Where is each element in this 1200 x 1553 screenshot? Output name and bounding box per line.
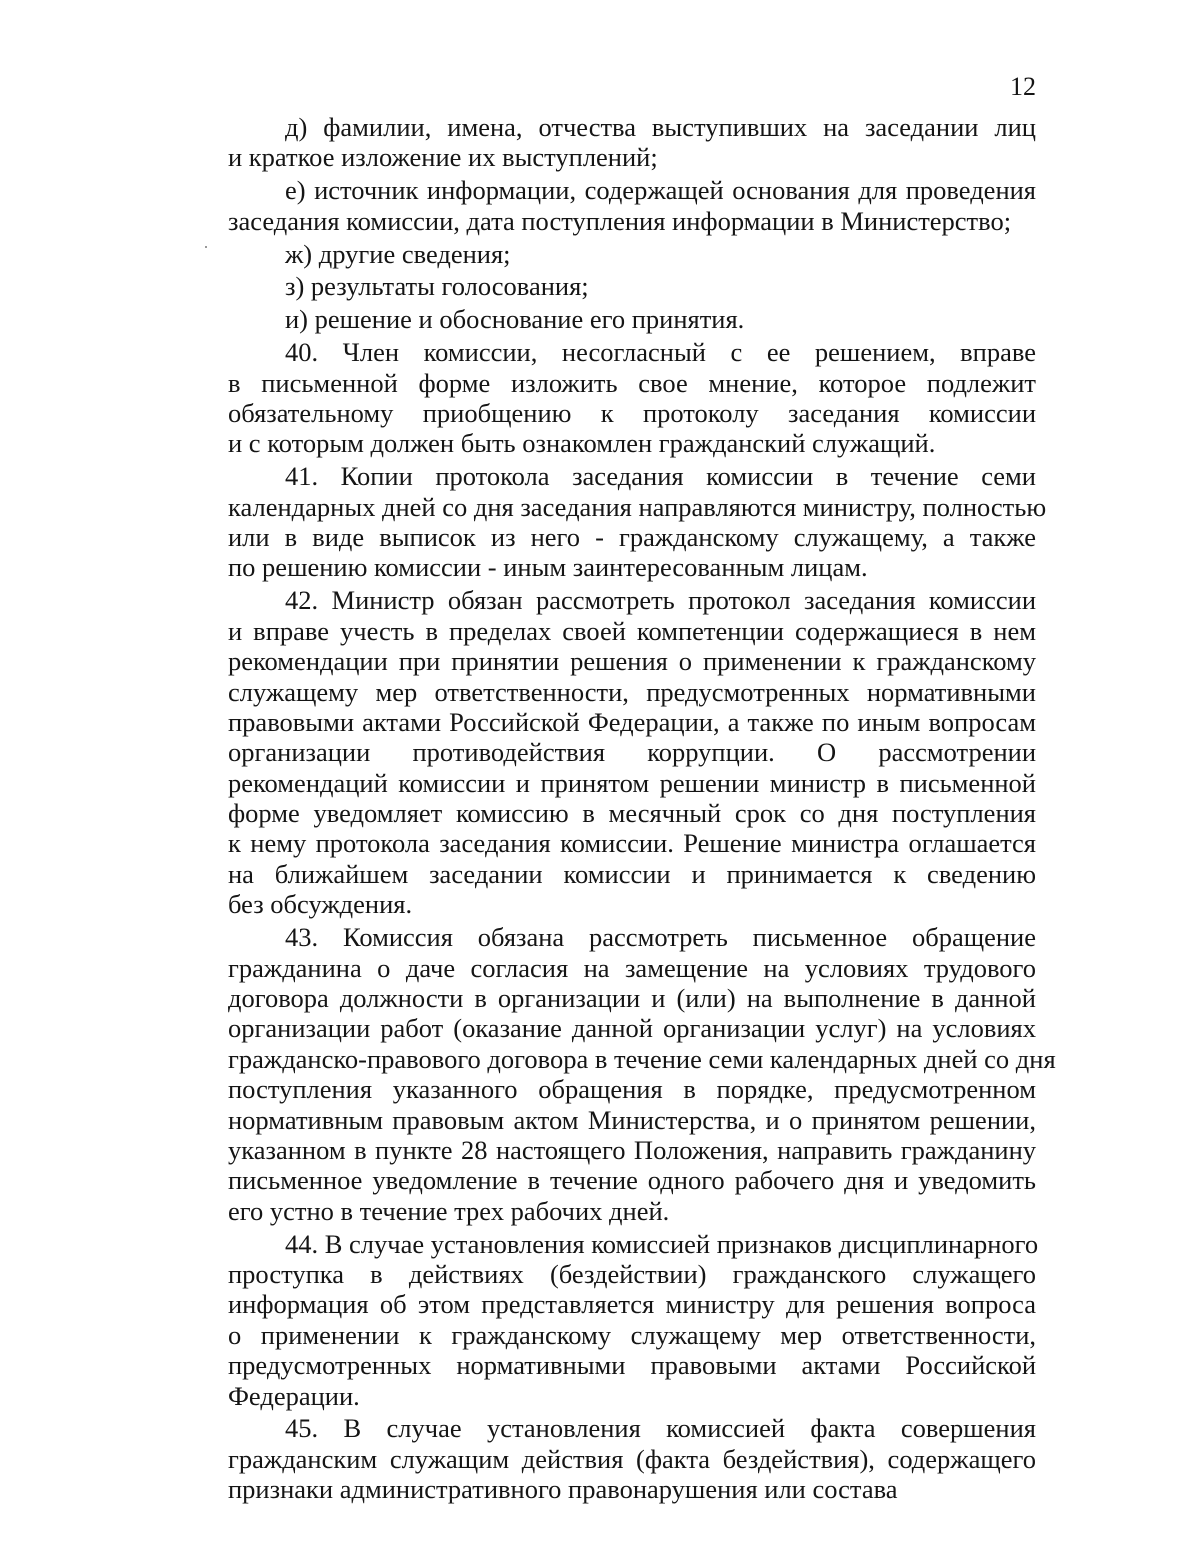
text-line: служащему мер ответственности, предусмотренных нормативными bbox=[228, 676, 1036, 707]
text-line: 41. Копии протокола заседания комиссии в течение семи bbox=[285, 461, 1036, 492]
scan-artifact bbox=[205, 246, 207, 248]
text-line: рекомендации при принятии решения о применении к гражданскому bbox=[228, 646, 1036, 677]
paragraph-zh bbox=[228, 239, 1036, 269]
text-line: поступления указанного обращения в порядке, предусмотренном bbox=[228, 1074, 1036, 1105]
paragraph-p44 bbox=[228, 1228, 1039, 1411]
page-number: 12 bbox=[1010, 72, 1036, 101]
text-line: гражданским служащим действия (факта бездействия), содержащего bbox=[228, 1443, 1036, 1474]
text-line: без обсуждения. bbox=[228, 889, 413, 920]
paragraph-i bbox=[228, 304, 1036, 334]
paragraph-p40 bbox=[228, 337, 1036, 459]
text-line: гражданина о даче согласия на замещение на условиях трудового bbox=[228, 952, 1036, 983]
paragraph-z bbox=[228, 271, 1036, 301]
text-line: и краткое изложение их выступлений; bbox=[228, 142, 658, 173]
text-line: организации противодействия коррупции. О рассмотрении bbox=[228, 737, 1036, 768]
text-line: договора должности в организации и (или) на выполнение в данной bbox=[228, 982, 1036, 1013]
text-line: гражданско-правового договора в течение семи календарных дней со дня bbox=[228, 1043, 1056, 1074]
text-line: 45. В случае установления комиссией факта совершения bbox=[285, 1413, 1036, 1444]
text-line: информация об этом представляется министру для решения вопроса bbox=[228, 1289, 1036, 1320]
text-line: проступка в действиях (бездействии) гражданского служащего bbox=[228, 1258, 1036, 1289]
text-line: о применении к гражданскому служащему мер ответственности, bbox=[228, 1319, 1036, 1350]
text-line: на ближайшем заседании комиссии и принимается к сведению bbox=[228, 858, 1036, 889]
text-line: нормативным правовым актом Министерства, и о принятом решении, bbox=[228, 1104, 1036, 1135]
text-line: рекомендаций комиссии и принятом решении министр в письменной bbox=[228, 767, 1036, 798]
text-line: к нему протокола заседания комиссии. Решение министра оглашается bbox=[228, 828, 1036, 859]
text-line: в письменной форме изложить свое мнение, которое подлежит bbox=[228, 367, 1036, 398]
text-line: Федерации. bbox=[228, 1380, 360, 1411]
text-line: 43. Комиссия обязана рассмотреть письменное обращение bbox=[285, 922, 1036, 953]
text-line: по решению комиссии - иным заинтересованным лицам. bbox=[228, 552, 868, 583]
text-line: или в виде выписок из него - гражданскому служащему, а также bbox=[228, 522, 1036, 553]
text-line: предусмотренных нормативными правовыми актами Российской bbox=[228, 1350, 1036, 1381]
text-line: 44. В случае установления комиссией признаков дисциплинарного bbox=[285, 1228, 1039, 1259]
paragraph-d bbox=[228, 112, 1036, 173]
text-line: письменное уведомление в течение одного рабочего дня и уведомить bbox=[228, 1165, 1036, 1196]
text-line: з) результаты голосования; bbox=[285, 271, 589, 302]
text-line: и) решение и обоснование его принятия. bbox=[285, 304, 745, 335]
text-line: его устно в течение трех рабочих дней. bbox=[228, 1195, 670, 1226]
text-line: ж) другие сведения; bbox=[285, 238, 511, 269]
text-line: правовыми актами Российской Федерации, а также по иным вопросам bbox=[228, 706, 1036, 737]
text-line: е) источник информации, содержащей основания для проведения bbox=[285, 175, 1036, 206]
text-line: обязательному приобщению к протоколу заседания комиссии bbox=[228, 398, 1036, 429]
paragraph-p45 bbox=[228, 1413, 1036, 1504]
text-line: заседания комиссии, дата поступления информации в Министерство; bbox=[228, 205, 1012, 236]
text-line: 40. Член комиссии, несогласный с ее решением, вправе bbox=[285, 337, 1036, 368]
text-line: 42. Министр обязан рассмотреть протокол заседания комиссии bbox=[285, 585, 1036, 616]
paragraph-p42 bbox=[228, 585, 1036, 919]
text-line: д) фамилии, имена, отчества выступивших на заседании лиц bbox=[285, 112, 1036, 142]
text-line: признаки административного правонарушения или состава bbox=[228, 1474, 898, 1505]
text-line: указанном в пункте 28 настоящего Положения, направить гражданину bbox=[228, 1134, 1036, 1165]
paragraph-p43 bbox=[228, 922, 1056, 1226]
text-line: форме уведомляет комиссию в месячный срок со дня поступления bbox=[228, 798, 1036, 829]
paragraph-e bbox=[228, 175, 1036, 236]
text-line: и вправе учесть в пределах своей компетенции содержащиеся в нем bbox=[228, 615, 1036, 646]
text-line: и с которым должен быть ознакомлен гражданский служащий. bbox=[228, 428, 936, 459]
text-line: календарных дней со дня заседания направляются министру, полностью bbox=[228, 491, 1047, 522]
paragraph-p41 bbox=[228, 461, 1047, 583]
document-body bbox=[228, 112, 1056, 1507]
paragraph-gap bbox=[228, 1505, 1036, 1508]
text-line: организации работ (оказание данной организации услуг) на условиях bbox=[228, 1013, 1036, 1044]
